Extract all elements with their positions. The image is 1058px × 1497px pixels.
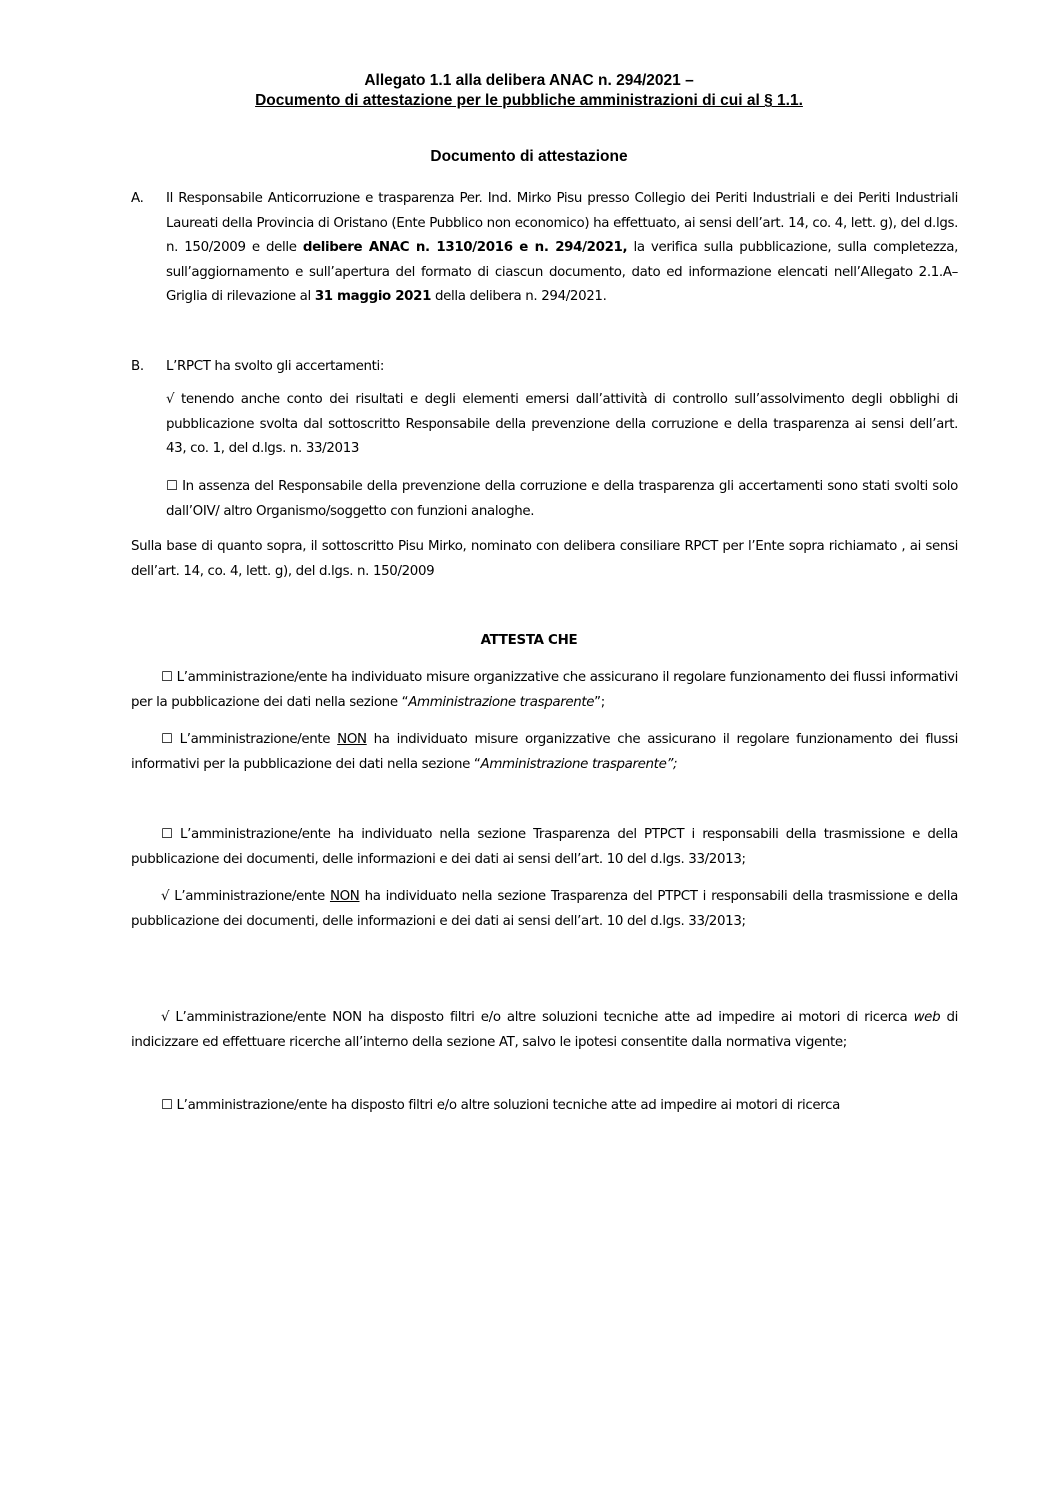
document-header [0,71,1058,111]
statement-5-pre: √ L’amministrazione/ente NON ha disposto filtri e/o altre soluzioni tecniche atte ad impedire ai motori di ricerca [161,1010,914,1025]
statement-4-non: NON [329,889,360,904]
section-b-option-unchecked: ☐ In assenza del Responsabile della prevenzione della corruzione e della trasparenza gli accertamenti sono stati svolti solo dall’OIV/ altro Organismo/soggetto con funzioni analoghe. [166,479,958,519]
summary-paragraph: Sulla base di quanto sopra, il sottoscritto Pisu Mirko, nominato con delibera consiliare RPCT per l’Ente sopra richiamato , ai sensi dell’art. 14, co. 4, lett. g), del d.lgs. n. 150/2009 [131,539,958,579]
statement-1-end: ”; [594,694,605,710]
statement-1-italic: Amministrazione trasparente [408,694,595,710]
statement-2-italic: Amministrazione trasparente”; [480,756,678,772]
section-a-text-2: la verifica sulla pubblicazione, sulla completezza, sull’aggiornamento e sull’apertura del formato di ciascun documento, dato ed informazione elencati nell’Allegato 2.1.A– Griglia di rilevazione al [166,240,958,304]
statement-6: ☐ L’amministrazione/ente ha disposto filtri e/o altre soluzioni tecniche atte ad impedire ai motori di ricerca [161,1098,840,1113]
statement-4-text: ha individuato nella sezione Trasparenza del PTPCT i responsabili della trasmissione e della pubblicazione dei documenti, delle informazioni e dei dati ai sensi dell’art. 10 del d.lgs. 33/2013; [131,889,958,929]
document-title: Documento di attestazione [430,148,628,165]
section-a-text-3: della delibera n. 294/2021. [431,289,607,304]
section-a-bold-2: 31 maggio 2021 [314,289,432,304]
statement-3: ☐ L’amministrazione/ente ha individuato nella sezione Trasparenza del PTPCT i responsabili della trasmissione e della pubblicazione dei documenti, delle informazioni e dei dati ai sensi dell’art. 10 del d.lgs. 33/2013; [131,827,958,867]
header-line-2: Documento di attestazione per le pubbliche amministrazioni di cui al § 1.1. [255,92,803,109]
header-line-1: Allegato 1.1 alla delibera ANAC n. 294/2021 – [364,72,694,89]
section-b-text: L’RPCT ha svolto gli accertamenti: [166,359,385,374]
section-a-text-1: Il Responsabile Anticorruzione e trasparenza Per. Ind. Mirko Pisu presso Collegio dei Periti Industriali e dei Periti Industriali Laureati della Provincia di Oristano (Ente Pubblico non economico) ha effettuato, ai sensi dell’art. 14, co. 4, lett. g), del d.lgs. n. 150/2009 e delle [166,191,958,255]
section-a-bold-1: delibere ANAC n. 1310/2016 e n. 294/2021, [302,240,628,255]
statement-5-italic: web [913,1010,941,1025]
statement-2 [131,728,958,777]
section-b [131,355,958,380]
statement-1 [131,666,958,715]
statement-1-text: ☐ L’amministrazione/ente ha individuato misure organizzative che assicurano il regolare funzionamento dei flussi informativi per la pubblicazione dei dati nella sezione “ [131,670,958,710]
section-a-text [166,187,958,310]
statement-2-text: ha individuato misure organizzative che assicurano il regolare funzionamento dei flussi informativi per la pubblicazione dei dati nella sezione “ [131,732,959,772]
statement-4 [131,885,958,934]
section-b-letter: B. [131,359,144,374]
statement-4-pre: √ L’amministrazione/ente [161,889,330,904]
section-b-option-checked: √ tenendo anche conto dei risultati e degli elementi emersi dall’attività di controllo sull’assolvimento degli obblighi di pubblicazione svolta dal sottoscritto Responsabile della prevenzione della corruzione e della trasparenza ai sensi dell’art. 43, co. 1, del d.lgs. n. 33/2013 [166,392,958,456]
statement-2-non: NON [337,732,367,747]
section-a-letter: A. [131,191,144,206]
statement-5 [131,1006,958,1055]
statement-5-text: di indicizzare ed effettuare ricerche all’interno della sezione AT, salvo le ipotesi consentite dalla normativa vigente; [131,1010,958,1050]
attesta-heading: ATTESTA CHE [480,633,578,648]
statement-2-pre: ☐ L’amministrazione/ente [161,732,338,747]
section-a [131,187,958,310]
